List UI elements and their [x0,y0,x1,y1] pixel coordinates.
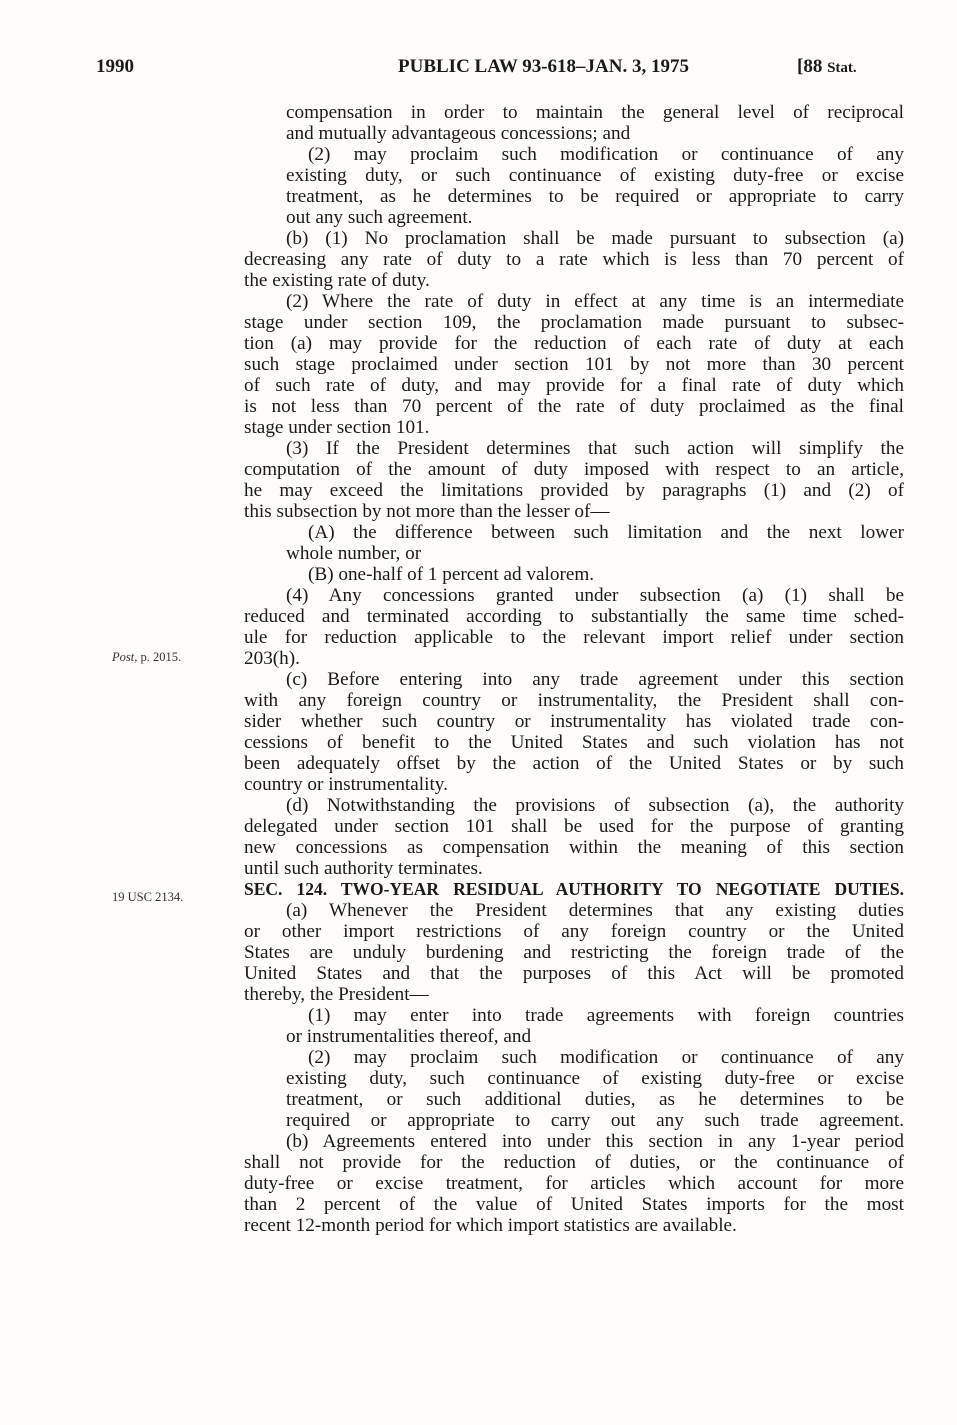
text-line: United States and that the purposes of this Act will be promoted [244,963,904,984]
text-line: (2) Where the rate of duty in effect at any time is an intermediate [286,291,904,312]
text-line: until such authority terminates. [244,858,483,879]
text-line: (B) one-half of 1 percent ad valorem. [308,564,595,585]
text-line: this subsection by not more than the lesser of— [244,501,610,522]
text-line: existing duty, such continuance of existing duty-free or excise [286,1068,904,1089]
text-line: stage under section 101. [244,417,430,438]
text-line: 203(h). [244,648,300,669]
page-number: 1990 [96,56,134,77]
text-line: thereby, the President— [244,984,429,1005]
text-line: or other import restrictions of any foreign country or the United [244,921,904,942]
text-line: sider whether such country or instrumentality has violated trade con- [244,711,904,732]
running-title: PUBLIC LAW 93-618–JAN. 3, 1975 [398,56,690,77]
margin-note-post-page: p. 2015. [137,650,182,664]
text-line: computation of the amount of duty imposed with respect to an article, [244,459,904,480]
text-line: new concessions as compensation within the meaning of this section [244,837,904,858]
statute-text [244,102,904,1236]
text-line: recent 12-month period for which import statistics are available. [244,1215,737,1236]
text-line: (d) Notwithstanding the provisions of subsection (a), the authority [286,795,904,816]
text-line: (A) the difference between such limitation and the next lower [308,522,904,543]
text-line: treatment, or such additional duties, as he determines to be [286,1089,904,1110]
text-line: decreasing any rate of duty to a rate which is less than 70 percent of [244,249,904,270]
text-line: (2) may proclaim such modification or continuance of any [308,144,904,165]
text-line: the existing rate of duty. [244,270,430,291]
text-line: (c) Before entering into any trade agreement under this section [286,669,904,690]
text-line: (b) (1) No proclamation shall be made pursuant to subsection (a) [286,228,904,249]
text-line: he may exceed the limitations provided by paragraphs (1) and (2) of [244,480,904,501]
text-line: delegated under section 101 shall be used for the purpose of granting [244,816,904,837]
text-line: such stage proclaimed under section 101 by not more than 30 percent [244,354,904,375]
text-line: country or instrumentality. [244,774,448,795]
margin-note-post-label: Post, [112,650,138,664]
text-line: (2) may proclaim such modification or continuance of any [308,1047,904,1068]
text-line: and mutually advantageous concessions; and [286,123,631,144]
text-line: (3) If the President determines that such action will simplify the [286,438,904,459]
text-line: cessions of benefit to the United States and such violation has not [244,732,904,753]
text-line: States are unduly burdening and restricting the foreign trade of the [244,942,904,963]
text-line: reduced and terminated according to substantially the same time sched- [244,606,904,627]
text-line: ule for reduction applicable to the relevant import relief under section [244,627,904,648]
text-line: with any foreign country or instrumentality, the President shall con- [244,690,904,711]
text-line: out any such agreement. [286,207,473,228]
text-line: is not less than 70 percent of the rate of duty proclaimed as the final [244,396,904,417]
text-line: (b) Agreements entered into under this section in any 1-year period [286,1131,904,1152]
text-line: whole number, or [286,543,422,564]
text-line: duty-free or excise treatment, for articles which account for more [244,1173,904,1194]
statute-reference [797,56,857,78]
margin-note-post [112,650,181,665]
margin-note-usc: 19 USC 2134. [112,890,184,904]
text-line: of such rate of duty, and may provide for a final rate of duty which [244,375,904,396]
statute-bracket: [88 [797,56,828,77]
text-line: or instrumentalities thereof, and [286,1026,532,1047]
statute-label: Stat. [827,60,857,76]
text-line: treatment, as he determines to be required or appropriate to carry [286,186,904,207]
text-line: stage under section 109, the proclamation made pursuant to subsec- [244,312,904,333]
text-line: been adequately offset by the action of the United States or by such [244,753,904,774]
section-heading: SEC. 124. TWO-YEAR RESIDUAL AUTHORITY TO NEGOTIATE DUTIES. [244,879,904,899]
text-line: existing duty, or such continuance of existing duty-free or excise [286,165,904,186]
text-line: tion (a) may provide for the reduction of each rate of duty at each [244,333,904,354]
text-line: than 2 percent of the value of United States imports for the most [244,1194,904,1215]
text-line: compensation in order to maintain the general level of reciprocal [286,102,904,123]
text-line: (1) may enter into trade agreements with foreign countries [308,1005,904,1026]
text-line: (4) Any concessions granted under subsection (a) (1) shall be [286,585,904,606]
text-line: required or appropriate to carry out any such trade agreement. [286,1110,904,1131]
text-line: (a) Whenever the President determines that any existing duties [286,900,904,921]
text-line: shall not provide for the reduction of duties, or the continuance of [244,1152,904,1173]
page-header [0,56,957,82]
